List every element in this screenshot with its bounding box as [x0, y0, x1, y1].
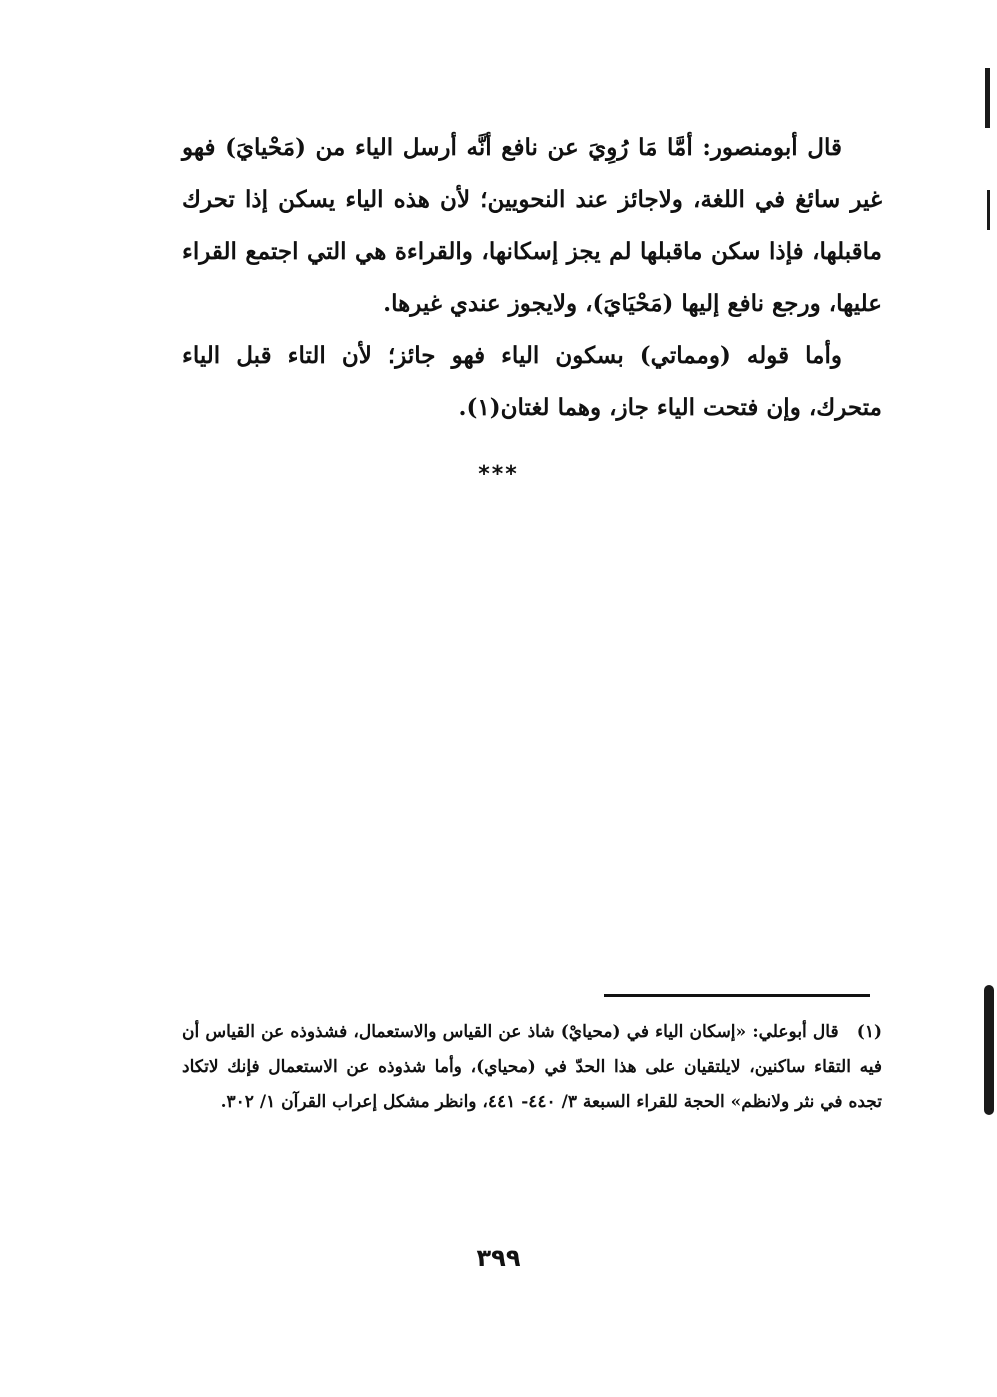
paragraph-1: قال أبومنصور: أمَّا مَا رُوِيَ عن نافع أنَّه أرسل الياء من (مَحْيايَ) فهو غير سائغ في اللغة، ولاجائز عند النحويين؛ لأن هذه الياء يسكن إذا تحرك ماقبلها، فإذا سكن ماقبلها لم يجز إسكانها، والقراءة هي التي اجتمع القراء عليها، ورجع نافع إليها (مَحْيَايَ)، ولايجوز عندي غيرها.: [182, 134, 882, 317]
footnote-divider: [604, 994, 870, 997]
scan-edge-mark: [987, 190, 990, 230]
footnote-number: (١): [856, 1022, 882, 1042]
footnotes: [182, 1015, 882, 1120]
scan-edge-mark: [984, 985, 994, 1115]
page-number: ٣٩٩: [476, 1244, 521, 1272]
footnote-1: [182, 1015, 882, 1120]
section-separator: ***: [478, 462, 519, 487]
footnote-text: قال أبوعلي: «إسكان الياء في (محيايْ) شاذ عن القياس والاستعمال، فشذوذه عن القياس أن فيه التقاء ساكنين، لايلتقيان على هذا الحدّ في (محياي)، وأما شذوذه عن الاستعمال فإنك لاتكاد تجده في نثر ولانظم» الحجة للقراء السبعة ٣/ ٤٤٠- ٤٤١، وانظر مشكل إعراب القرآن ١/ ٣٠٢.: [182, 1022, 882, 1112]
scan-edge-mark: [985, 68, 990, 128]
paragraph-2: وأما قوله (ومماتي) بسكون الياء فهو جائز؛ لأن التاء قبل الياء متحرك، وإن فتحت الياء جاز، وهما لغتان(١).: [182, 342, 882, 421]
main-text: [182, 122, 882, 434]
